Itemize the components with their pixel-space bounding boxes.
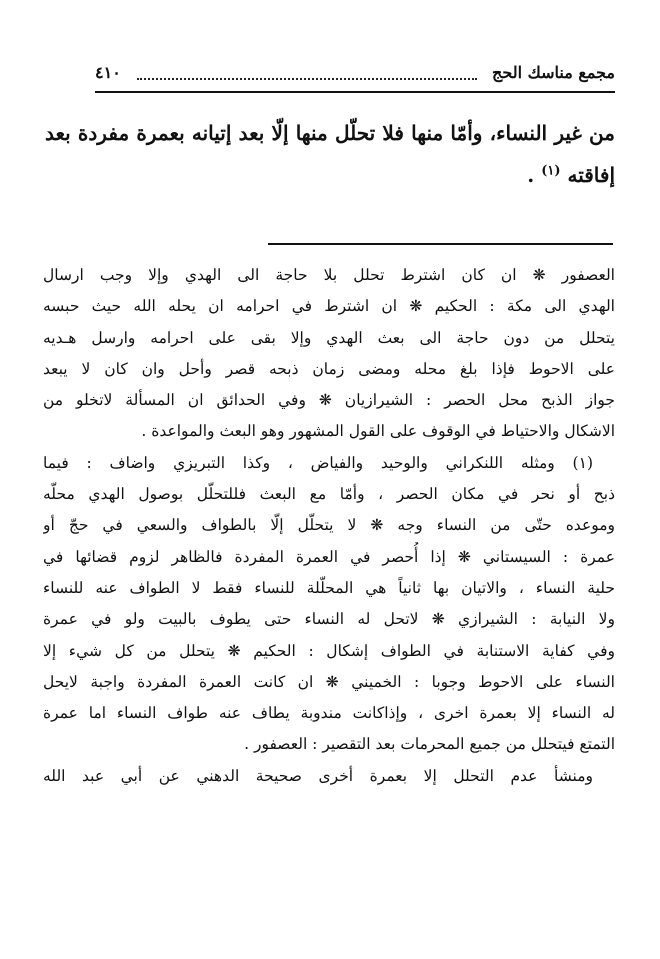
main-body-text (45, 112, 615, 196)
footnote-line: له النساء إلا بعمرة اخرى ، وإذاكانت مندوبة يطاف عنه طواف النساء اما عمرة (43, 704, 615, 723)
running-title: مجمع مناسك الحج (492, 63, 615, 82)
footnote-line: (١) ومثله اللنكراني والوحيد والفياض ، وكذا التبريزي واضاف : فيما (43, 453, 593, 472)
footnote-line: العصفور ❋ ان كان اشترط تحلل بلا حاجة الى الهدي وإلا وجب ارسال (43, 266, 615, 284)
footnote-line: ومنشأ عدم التحلل إلا بعمرة أخرى صحيحة الدهني عن أبي عبد الله (43, 766, 593, 785)
body-line-text: إفاقته (567, 163, 615, 187)
footnote-line: ذبح أو نحر في مكان الحصر ، وأمّا مع البعث فللتحلّل بوصول الهدي محلّه (43, 485, 615, 504)
footnote-line: الهدي الى مكة : الحكيم ❋ ان اشترط في احرامه ان يحله الله حيث حبسه (43, 297, 615, 316)
page-header (95, 62, 615, 90)
footnote-line: النساء على الاحوط وجوبا : الخميني ❋ ان كانت العمرة المفردة واجبة لايحل (43, 672, 615, 691)
footnote-line: جواز الذبح محل الحصر : الشيرازيان ❋ وفي الحدائق ان المسألة لاتخلو من (43, 391, 615, 410)
footnote-separator (268, 243, 613, 245)
footnote-line: ولا النيابة : الشيرازي ❋ لاتحل له النساء حتى يطوف بالبيت ولو في عمرة (43, 610, 615, 629)
footnote-line: وموعده حتّى من النساء وجه ❋ لا يتحلّل إلّا بالطواف والسعي في حجّ أو (43, 516, 615, 535)
footnote-line: الاشكال والاحتياط في الوقوف على القول المشهور وهو البعث والمواعدة . (141, 422, 615, 441)
footnote-reference: (١) (541, 163, 561, 179)
footnote-line: حلية النساء ، والاتيان بها ثانياً هي المحلّلة للنساء فقط لا الطواف عنه للنساء (43, 578, 615, 597)
body-line: من غير النساء، وأمّا منها فلا تحلّل منها إلّا بعد إتيانه بعمرة مفردة بعد (45, 121, 615, 145)
footnote-line: على الاحوط فإذا بلغ محله ومضى زمان ذبحه قصر وأحل وان كان لا يبعد (43, 359, 615, 378)
page-number: ٤١٠ (95, 63, 121, 82)
footnote-line: التمتع فيتحلل من جميع المحرمات بعد التقصير : العصفور . (244, 735, 615, 754)
header-leader-dots (137, 68, 477, 80)
body-line-end: . (527, 163, 542, 187)
body-line-2 (45, 154, 615, 196)
footnotes-section (43, 260, 615, 792)
header-rule (95, 91, 615, 93)
footnote-line: يتحلل من دون حاجة الى بعث الهدي وإلا بقى على احرامه وارسل هـديه (43, 328, 615, 347)
footnote-line: عمرة : السيستاني ❋ إذا أُحصر في العمرة المفردة فالظاهر لزوم قضائها في (43, 547, 615, 566)
footnote-line: وفي كفاية الاستنابة في الطواف إشكال : الحكيم ❋ يتحلل من كل شيء إلا (43, 641, 615, 660)
